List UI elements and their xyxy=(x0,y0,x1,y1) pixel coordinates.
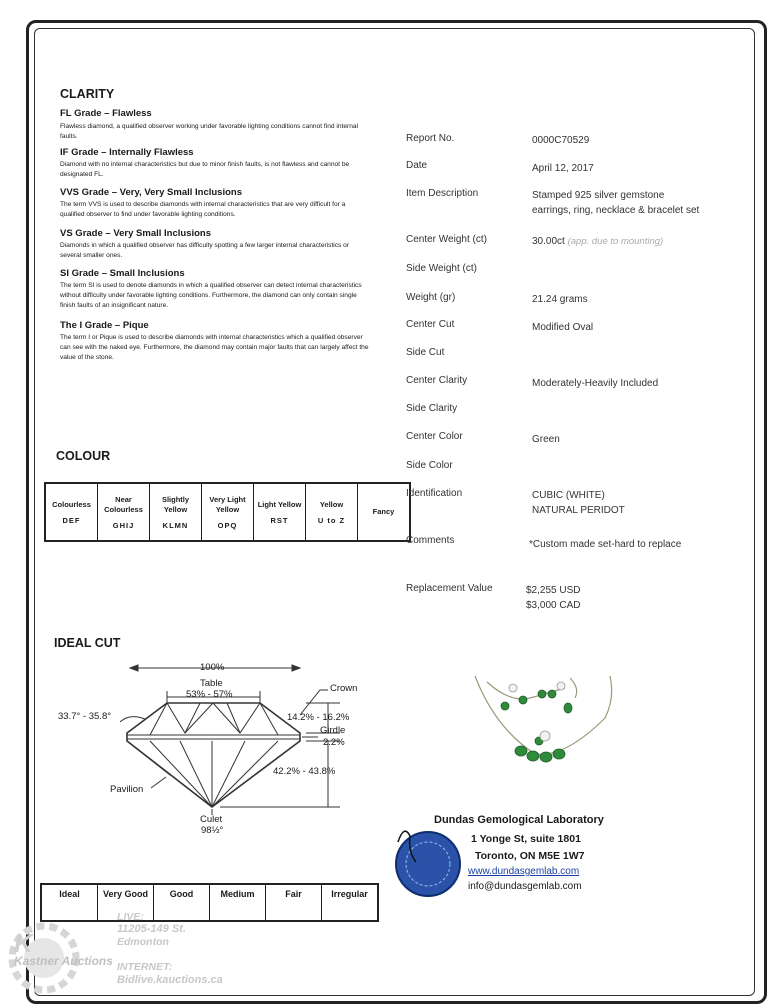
arrow-head xyxy=(130,665,138,671)
grade-title: The I Grade – Pique xyxy=(60,320,149,331)
report-value: April 12, 2017 xyxy=(532,163,594,174)
grade-description: Diamond with no internal characteristics but due to minor finish faults, is not flawless and cannot be designated FL. xyxy=(60,161,350,178)
watermark-internet-label: INTERNET: xyxy=(117,961,173,973)
report-label: Side Color xyxy=(406,460,453,471)
lab-seal-icon xyxy=(390,822,470,902)
grade-description: The term VVS is used to describe diamonds with internal characteristics that are very difficult for a qualified observer to find under favorable lighting conditions. xyxy=(60,201,346,218)
arrow-head xyxy=(292,665,300,671)
colour-letters: RST xyxy=(270,515,289,525)
grade-title: VVS Grade – Very, Very Small Inclusions xyxy=(60,187,242,198)
colour-name: Very Light Yellow xyxy=(209,494,246,514)
grade-title: SI Grade – Small Inclusions xyxy=(60,268,185,279)
lab-email: info@dundasgemlab.com xyxy=(468,881,582,892)
report-value: 0000C70529 xyxy=(532,135,590,146)
clarity-grade-si xyxy=(60,268,370,311)
lab-address-line2: Toronto, ON M5E 1W7 xyxy=(475,850,585,862)
grade-title: VS Grade – Very Small Inclusions xyxy=(60,228,212,239)
necklace-chain xyxy=(475,676,612,754)
gem-stone xyxy=(548,690,556,698)
report-label: Comments xyxy=(406,535,455,546)
gem-stone xyxy=(540,752,552,762)
gem-stone xyxy=(519,696,527,704)
jewelry-photo xyxy=(465,658,625,770)
gem-stone xyxy=(538,690,546,698)
diagram-crown-angle: 33.7° - 35.8° xyxy=(58,711,112,722)
report-value: 21.24 grams xyxy=(532,294,588,305)
report-value-text: 30.00ct xyxy=(532,236,565,247)
colour-scale-table xyxy=(44,482,411,542)
colour-letters: GHIJ xyxy=(112,520,135,530)
report-value-line: $3,000 CAD xyxy=(526,600,581,611)
diamond-outline xyxy=(127,703,300,807)
report-label: Center Clarity xyxy=(406,375,468,386)
cut-grade-cell: Fair xyxy=(266,884,322,921)
report-value xyxy=(532,188,699,218)
report-value xyxy=(532,488,625,518)
colour-name: Fancy xyxy=(372,507,395,516)
diagram-pavilion-depth: 42.2% - 43.8% xyxy=(273,766,336,777)
colour-letters: OPQ xyxy=(217,520,238,530)
report-value-line: earrings, ring, necklace & bracelet set xyxy=(532,205,700,216)
cut-grade-cell: Very Good xyxy=(98,884,154,921)
watermark-internet-url: Bidlive.kauctions.ca xyxy=(117,974,223,986)
diagram-table-range: 53% - 57% xyxy=(186,689,233,700)
diagram-crown-label: Crown xyxy=(330,683,358,694)
watermark-live-label: LIVE: xyxy=(117,911,144,923)
colour-cell xyxy=(306,483,358,541)
lab-address-line1: 1 Yonge St, suite 1801 xyxy=(471,833,581,845)
report-label: Center Cut xyxy=(406,319,455,330)
colour-title: COLOUR xyxy=(56,449,111,463)
report-value-line: Stamped 925 silver gemstone xyxy=(532,190,665,201)
grade-description: The term SI is used to denote diamonds in which a qualified observer can detect internal characteristics without difficulty under favorable lighting conditions. Furthermore, the diamond can only contain single finish faults of an insignificant nature. xyxy=(60,282,362,309)
report-label: Weight (gr) xyxy=(406,292,456,303)
watermark-live-address1: 11205-149 St. xyxy=(117,923,186,935)
grade-description: The term I or Pique is used to describe diamonds with internal characteristics which a qualified observer can see with the naked eye. Furthermore, the diamond may contain major faults that can largely affect the value of the stone. xyxy=(60,334,369,361)
report-value: Moderately-Heavily Included xyxy=(532,378,659,389)
report-value: Modified Oval xyxy=(532,322,594,333)
colour-cell xyxy=(254,483,306,541)
report-label: Side Clarity xyxy=(406,403,458,414)
report-label: Report No. xyxy=(406,133,455,144)
report-value xyxy=(532,234,663,249)
diagram-pavilion-label: Pavilion xyxy=(110,784,144,795)
clarity-grade-vvs xyxy=(60,187,370,220)
colour-name: Yellow xyxy=(319,499,344,509)
clarity-grade-fl xyxy=(60,108,370,142)
colour-name: Near Colourless xyxy=(104,494,143,514)
colour-cell xyxy=(358,483,411,541)
cut-grade-table xyxy=(40,883,379,922)
auction-logo-letter: K xyxy=(14,928,33,958)
grade-description: Flawless diamond, a qualified observer working under favorable lighting conditions cannot find internal faults. xyxy=(60,123,358,140)
colour-letters: U to Z xyxy=(317,515,346,525)
report-label: Item Description xyxy=(406,188,479,199)
diagram-culet-value: 98½° xyxy=(201,825,224,836)
report-value: *Custom made set-hard to replace xyxy=(529,539,682,550)
gem-stone xyxy=(553,749,565,759)
colour-name: Colourless xyxy=(52,499,91,509)
cubic-stone xyxy=(557,682,565,690)
cut-grade-cell: Irregular xyxy=(322,884,379,921)
ideal-cut-title: IDEAL CUT xyxy=(54,636,121,650)
clarity-title: CLARITY xyxy=(60,87,115,101)
clarity-grade-if xyxy=(60,147,370,180)
cut-grade-cell: Ideal xyxy=(41,884,98,921)
diagram-crown-height: 14.2% - 16.2% xyxy=(287,712,350,723)
report-label: Side Cut xyxy=(406,347,445,358)
report-value-note: (app. due to mounting) xyxy=(567,236,664,247)
colour-name: Slightly Yellow xyxy=(161,494,190,514)
lab-name: Dundas Gemological Laboratory xyxy=(434,814,604,826)
diagram-girdle-value: 2.2% xyxy=(323,737,345,748)
gem-stone xyxy=(564,703,572,713)
report-label: Identification xyxy=(406,488,463,499)
report-label: Replacement Value xyxy=(406,583,493,594)
report-label: Side Weight (ct) xyxy=(406,263,477,274)
gem-stone xyxy=(515,746,527,756)
cubic-stone xyxy=(509,684,517,692)
report-value-line: $2,255 USD xyxy=(526,585,581,596)
diagram-girdle-label: Girdle xyxy=(320,725,346,736)
grade-title: FL Grade – Flawless xyxy=(60,108,152,119)
colour-letters: KLMN xyxy=(162,520,189,530)
lab-website-link[interactable]: www.dundasgemlab.com xyxy=(468,866,580,877)
diagram-table-label: Table xyxy=(200,678,223,689)
gem-stone xyxy=(501,702,509,710)
report-label: Center Color xyxy=(406,431,463,442)
colour-cell xyxy=(45,483,98,541)
report-value: Green xyxy=(532,434,560,445)
report-value-line: NATURAL PERIDOT xyxy=(532,505,625,516)
gem-stone xyxy=(527,751,539,761)
clarity-grade-i xyxy=(60,320,370,363)
diagram-culet-label: Culet xyxy=(200,814,223,825)
report-value-line: CUBIC (WHITE) xyxy=(532,490,605,501)
grade-title: IF Grade – Internally Flawless xyxy=(60,147,194,158)
cut-grade-cell: Good xyxy=(154,884,210,921)
colour-cell xyxy=(202,483,254,541)
colour-name: Light Yellow xyxy=(257,499,302,509)
watermark-live-address2: Edmonton xyxy=(117,936,169,948)
colour-cell xyxy=(150,483,202,541)
report-label: Center Weight (ct) xyxy=(406,234,487,245)
colour-cell xyxy=(98,483,150,541)
grade-description: Diamonds in which a qualified observer has difficulty spotting a few larger internal characteristics or several smaller ones. xyxy=(60,242,350,259)
clarity-grade-vs xyxy=(60,228,370,261)
report-value xyxy=(526,583,580,613)
auction-brand: Kastner Auctions xyxy=(14,954,113,968)
cut-grade-cell: Medium xyxy=(210,884,266,921)
diagram-width-label: 100% xyxy=(200,662,225,673)
colour-letters: DEF xyxy=(62,515,81,525)
ring xyxy=(540,731,550,741)
report-label: Date xyxy=(406,160,428,171)
